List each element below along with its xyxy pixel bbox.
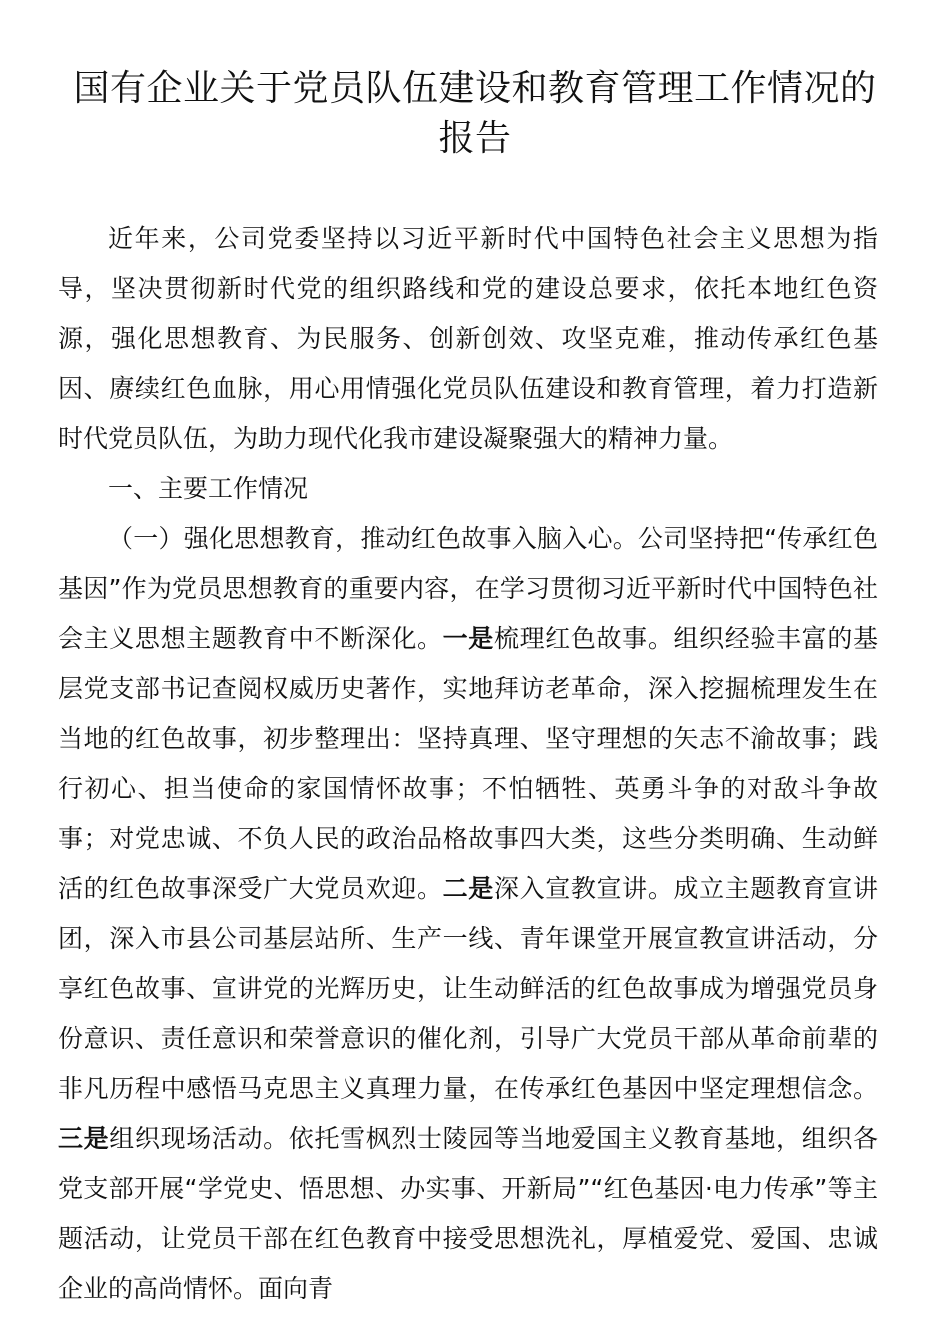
point-1-text: 梳理红色故事。组织经验丰富的基层党支部书记查阅权威历史著作，实地拜访老革命，深入挖掘梳理发生在当地的红色故事，初步整理出：坚持真理、坚守理想的矢志不渝故事；践行初心、担当使命的家国情怀故事；不怕牺牲、英勇斗争的对敌斗争故事；对党忠诚、不负人民的政治品格故事四大类，这些分类明确、生动鲜活的红色故事深受广大党员欢迎。 — [58, 624, 878, 903]
point-3-label: 三是 — [58, 1124, 110, 1153]
point-2-label: 二是 — [442, 874, 494, 903]
intro-paragraph: 近年来，公司党委坚持以习近平新时代中国特色社会主义思想为指导，坚决贯彻新时代党的组织路线和党的建设总要求，依托本地红色资源，强化思想教育、为民服务、创新创效、攻坚克难，推动传承红色基因、赓续红色血脉，用心用情强化党员队伍建设和教育管理，着力打造新时代党员队伍，为助力现代化我市建设凝聚强大的精神力量。 — [58, 224, 878, 453]
point-2-text: 深入宣教宣讲。成立主题教育宣讲团，深入市县公司基层站所、生产一线、青年课堂开展宣教宣讲活动，分享红色故事、宣讲党的光辉历史，让生动鲜活的红色故事成为增强党员身份意识、责任意识和荣誉意识的催化剂，引导广大党员干部从革命前辈的非凡历程中感悟马克思主义真理力量，在传承红色基因中坚定理想信念。 — [58, 874, 878, 1103]
point-1-label: 一是 — [442, 624, 494, 653]
document-body — [58, 214, 878, 1314]
subsection-lead: （一）强化思想教育，推动红色故事入脑入心。公司坚持把“传承红色基因”作为党员思想教育的重要内容，在学习贯彻习近平新时代中国特色社会主义思想主题教育中不断深化。 — [58, 524, 878, 653]
document-title: 国有企业关于党员队伍建设和教育管理工作情况的报告 — [73, 68, 877, 159]
section-heading: 一、主要工作情况 — [108, 474, 309, 503]
point-3-text: 组织现场活动。依托雪枫烈士陵园等当地爱国主义教育基地，组织各党支部开展“学党史、悟思想、办实事、开新局”“红色基因·电力传承”等主题活动，让党员干部在红色教育中接受思想洗礼，厚植爱党、爱国、忠诚企业的高尚情怀。面向青 — [58, 1124, 878, 1303]
subsection-paragraph — [58, 514, 878, 1314]
